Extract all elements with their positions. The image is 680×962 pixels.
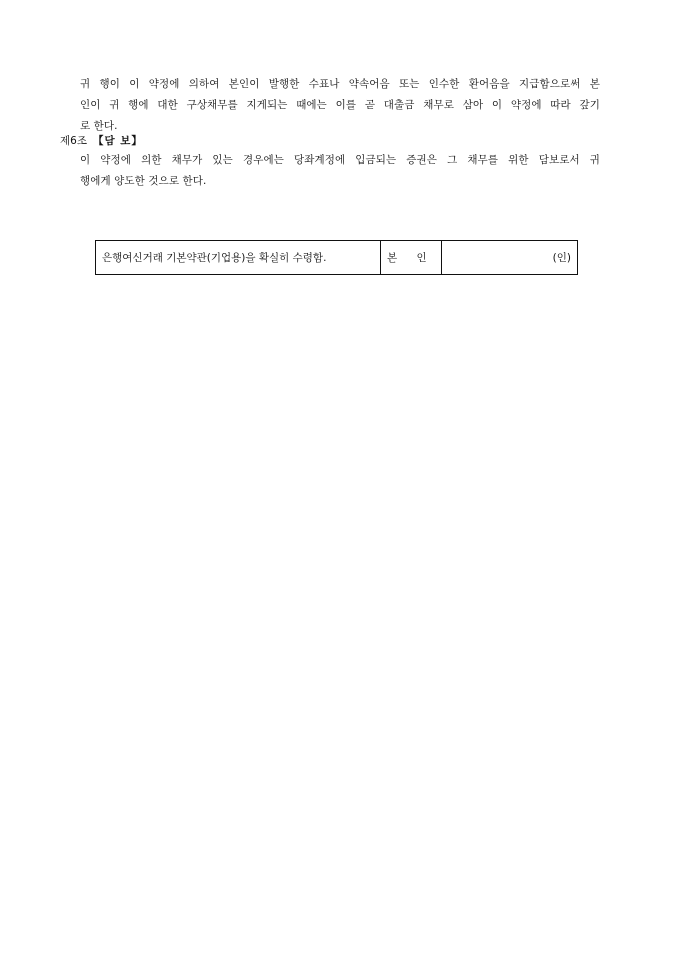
self-label: 본 인	[381, 241, 442, 275]
article5-continuation	[80, 74, 600, 137]
article5-line-2: 인이 귀 행에 대한 구상채무를 지게되는 때에는 이를 곧 대출금 채무로 삼아 이 약정에 따라 갚기	[80, 99, 600, 111]
receipt-confirmation-table	[95, 240, 578, 275]
article6-heading	[60, 134, 143, 148]
receipt-confirmation-row	[96, 241, 578, 275]
article6-number: 제6조	[60, 135, 87, 147]
seal-field[interactable]	[441, 241, 577, 275]
receipt-statement: 은행여신거래 기본약관(기업용)을 확실히 수령함.	[96, 241, 381, 275]
article6-line-1: 이 약정에 의한 채무가 있는 경우에는 당좌계정에 입금되는 증권은 그 채무를 위한 담보로서 귀	[80, 154, 600, 166]
article6-title: 【담 보】	[92, 135, 143, 147]
seal-mark: (인)	[552, 252, 571, 264]
article6-line-2: 행에게 양도한 것으로 한다.	[80, 175, 207, 187]
article5-line-1: 귀 행이 이 약정에 의하여 본인이 발행한 수표나 약속어음 또는 인수한 환어음을 지급함으로써 본	[80, 78, 600, 90]
article5-line-3: 로 한다.	[80, 120, 118, 132]
article6-body	[80, 150, 600, 192]
